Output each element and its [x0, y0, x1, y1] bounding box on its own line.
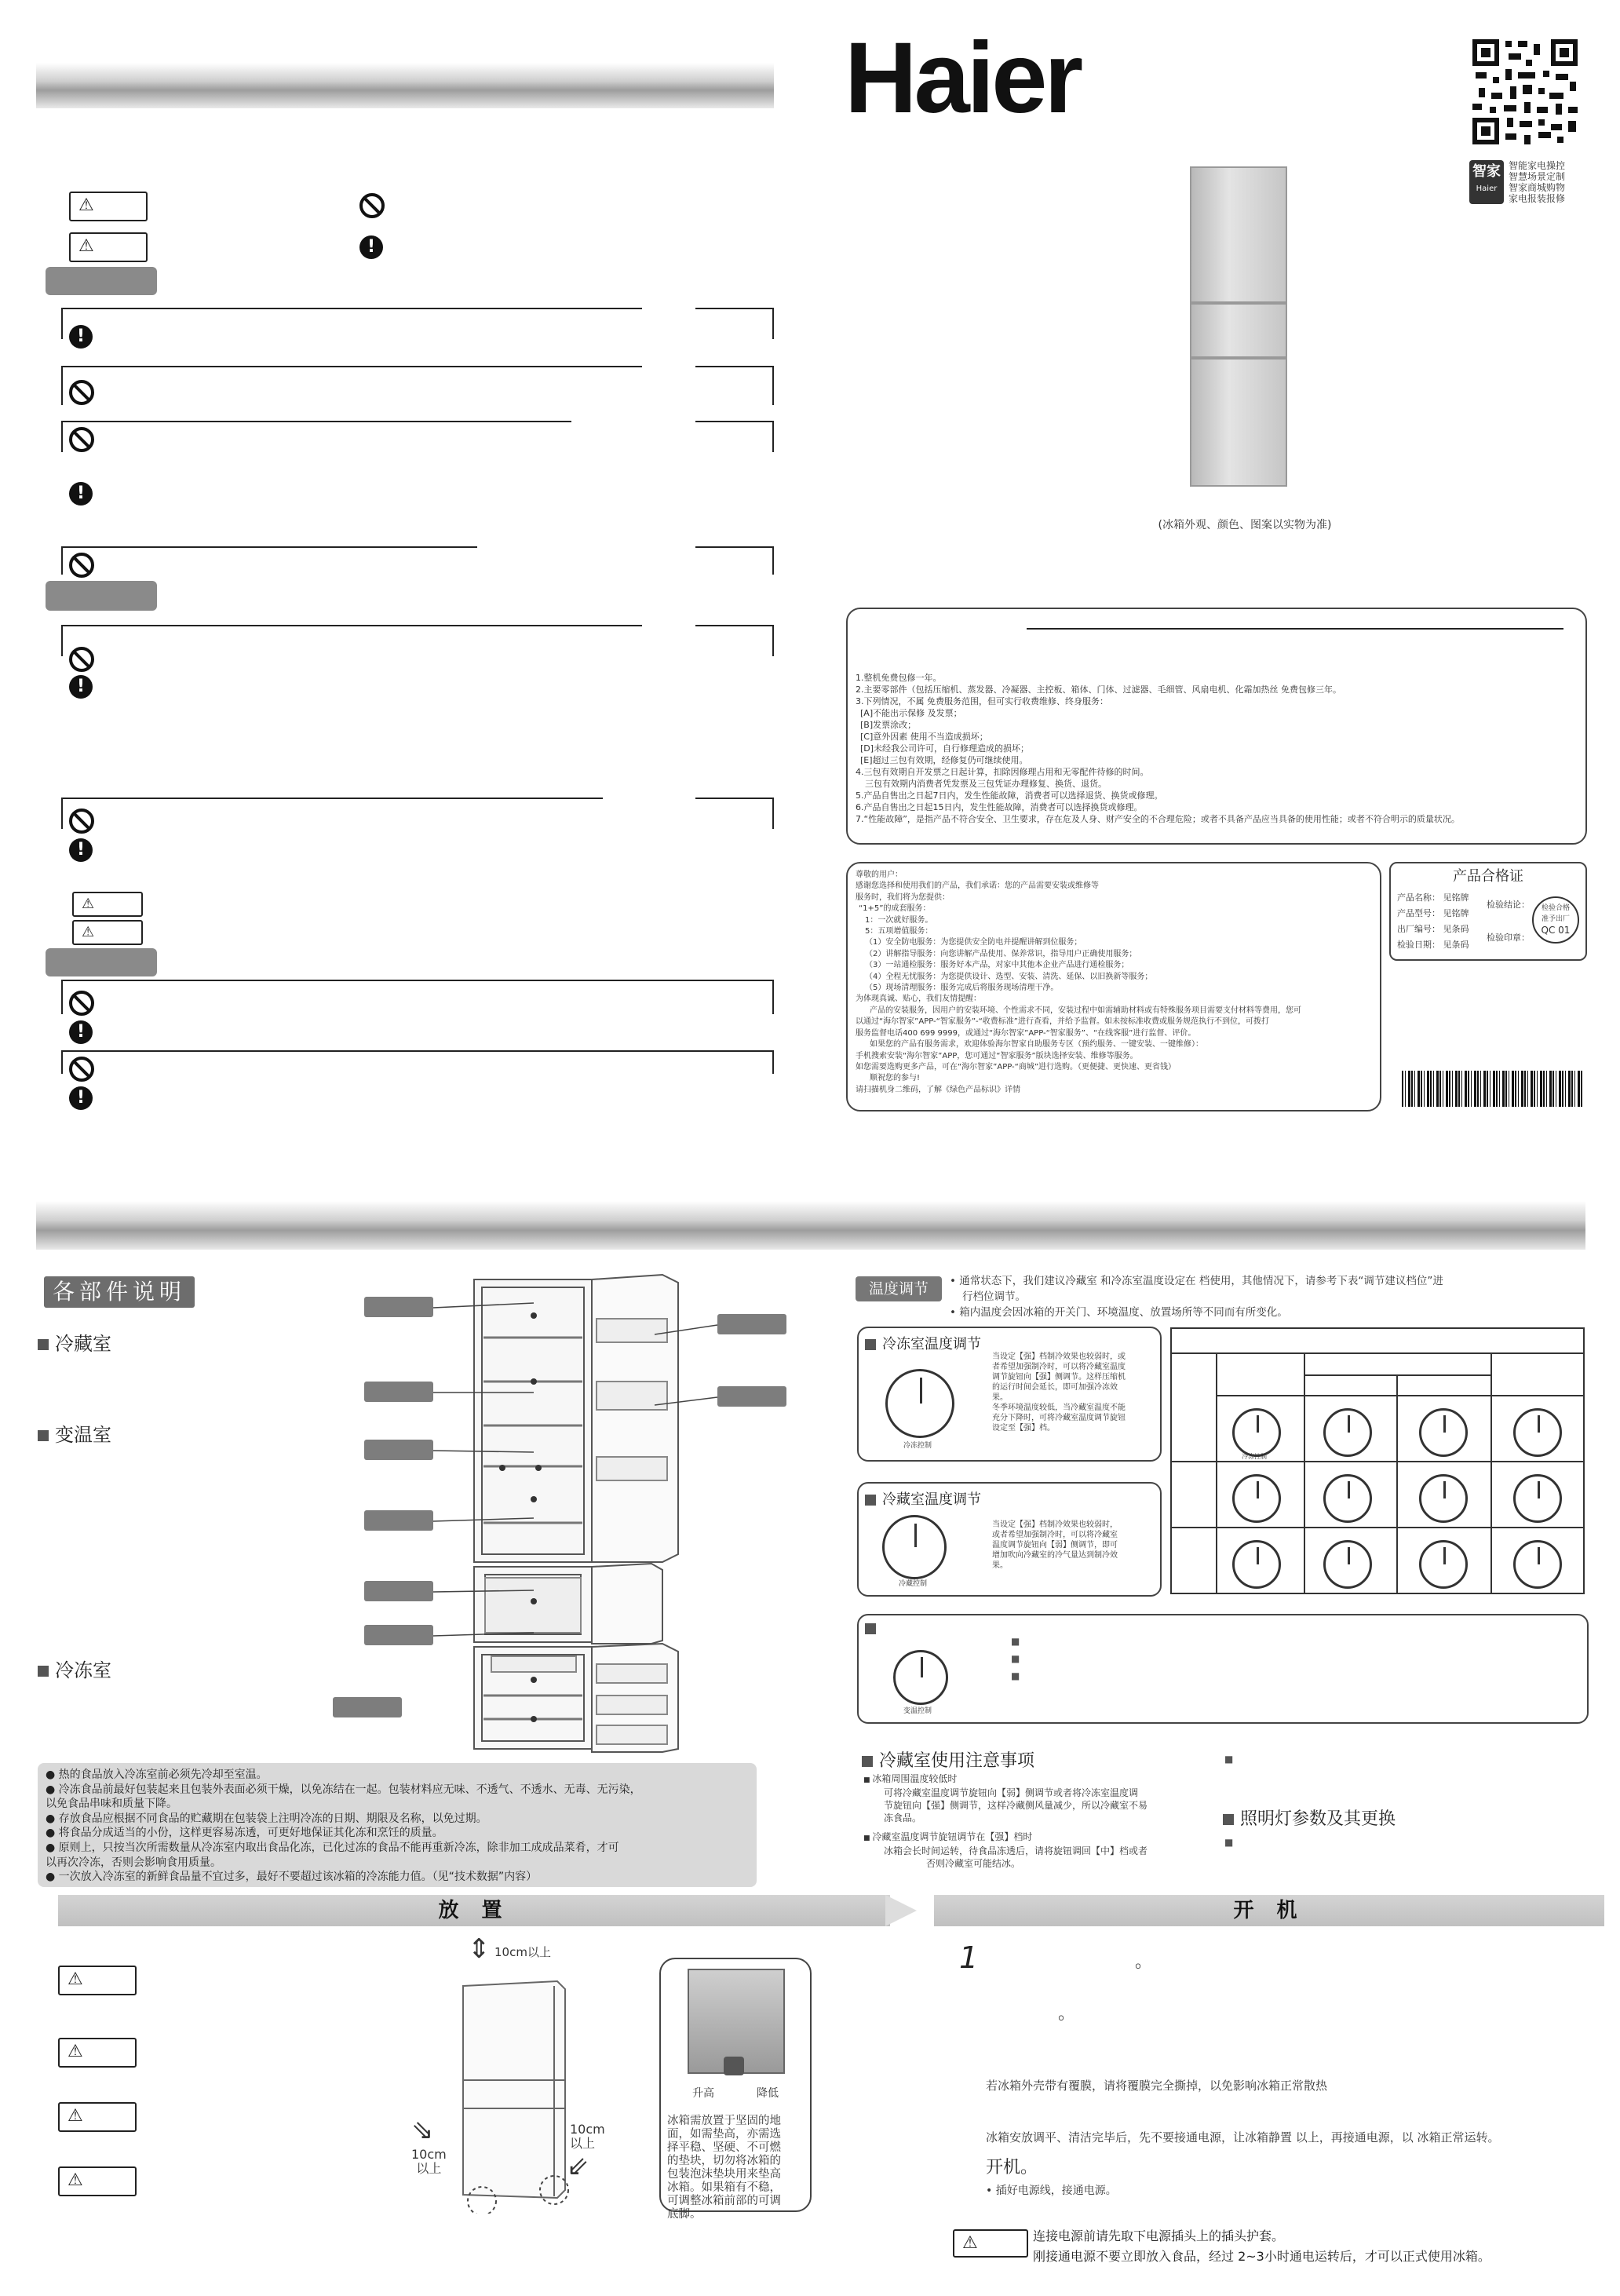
callout-label — [364, 1297, 433, 1317]
fridge-dial[interactable] — [882, 1515, 947, 1579]
parts-fridge-label: 冷藏室 — [55, 1333, 111, 1355]
leveling-text — [667, 2115, 781, 2221]
left-gap-label — [411, 2148, 447, 2176]
freezer-text-line: 当设定【强】档制冷效果也较弱时，或 — [992, 1352, 1126, 1361]
section-tab-3 — [46, 948, 157, 976]
grid-dial — [1232, 1408, 1281, 1457]
brand-logo: Haier — [845, 22, 1081, 134]
grid-dial — [1419, 1474, 1468, 1523]
callout-label — [364, 1510, 433, 1531]
rule — [61, 980, 772, 981]
top-gap-label: 10cm以上 — [494, 1945, 551, 1959]
seal-line: 检验合格 — [1541, 904, 1570, 912]
parts-freezer — [38, 1655, 111, 1682]
mandatory-icon: ! — [69, 838, 93, 862]
callout-label — [333, 1697, 402, 1717]
service-line: “1+5”的成套服务： — [859, 904, 931, 914]
fridge-dial-label: 冷藏控制 — [898, 1580, 927, 1588]
service-line: 服务监督电话400 699 9999，或通过“海尔智家”APP-“智家服务”、“在线客服”进行监督、评价。 — [856, 1028, 1196, 1038]
rule — [772, 546, 774, 575]
fridge-note: 节旋钮向【强】侧调节，这样冷藏侧风量减少，所以冷藏室不易 — [884, 1800, 1148, 1811]
warranty-box — [846, 608, 1587, 845]
fridge-note: 冻食品。 — [884, 1812, 922, 1823]
service-line: （5）现场清理服务：服务完成后将服务现场清理干净。 — [865, 984, 1059, 993]
leveling-line: 底脚。 — [667, 2208, 702, 2221]
leveling-line: 面，如需垫高，亦需选 — [667, 2128, 781, 2141]
parts-variable — [38, 1419, 111, 1447]
rule — [61, 1050, 63, 1074]
leveling-line: 冰箱。如果箱有不稳， — [667, 2181, 781, 2194]
leveling-box — [659, 1958, 812, 2221]
rule — [695, 625, 774, 626]
leader-lines — [424, 1287, 785, 1727]
fridge-temp-title: 冷藏室温度调节 — [865, 1488, 981, 1509]
placement-warning-4: ⚠ — [58, 2166, 137, 2196]
fridge-note: 否则冷藏室可能结冰。 — [926, 1858, 1021, 1869]
raise-label: 升高 — [692, 2087, 714, 2100]
grid-dial-label: 冷冻控制 — [1242, 1453, 1267, 1460]
freezer-text-line: 的运行时间会延长，即可加强冷冻效 — [992, 1383, 1118, 1392]
fridge-mid-door — [1190, 303, 1287, 358]
callout-label — [364, 1581, 433, 1601]
mandatory-icon: ! — [69, 1086, 93, 1110]
variable-temp-panel — [857, 1614, 1589, 1724]
fridge-top-door — [1190, 166, 1287, 303]
rest-note: 冰箱安放调平、清洁完毕后，先不要接通电源，让冰箱静置 以上，再接通电源，以 冰箱正常运转。 — [986, 2130, 1500, 2145]
prohibit-icon — [69, 647, 94, 672]
service-box — [846, 862, 1381, 1111]
step-dot-1: 。 — [1135, 1952, 1153, 1972]
service-line: 如果您的产品有服务需求，欢迎体验海尔智家自助服务专区（预约服务、一键安装、一键维修）： — [870, 1040, 1203, 1049]
fridge-text-line: 果。 — [992, 1561, 1008, 1570]
rule — [772, 980, 774, 1014]
section-tab-2 — [46, 581, 157, 611]
rule — [772, 798, 774, 829]
freezer-text-line: 果。 — [992, 1393, 1008, 1402]
warranty-line: 2.主要零部件（包括压缩机、蒸发器、冷凝器、主控板、箱体、门体、过滤器、毛细管、风扇电机、化霜加热丝 免费包修三年。 — [856, 684, 1341, 695]
header-bar-left — [36, 63, 774, 108]
warning-legend-3: ⚠ — [72, 892, 143, 917]
fridge-note: 冰箱会长时间运转，待食品冻透后，请将旋钮调回【中】档或者 — [884, 1845, 1148, 1856]
rule — [772, 366, 774, 405]
rule — [695, 308, 774, 309]
mandatory-icon: ! — [69, 325, 93, 349]
startup-warning-icon: ⚠ — [953, 2229, 1028, 2258]
grid-dial — [1323, 1408, 1372, 1457]
prohibit-icon — [69, 991, 94, 1016]
rule — [772, 1050, 774, 1074]
arrow-right-icon — [885, 1895, 917, 1926]
prohibit-icon — [69, 380, 94, 405]
fridge-notes-title: 冷藏室使用注意事项 — [862, 1747, 1034, 1772]
parts-title: 各部件说明 — [44, 1276, 195, 1308]
qr-caption — [1509, 160, 1565, 204]
barcode — [1402, 1071, 1584, 1107]
product-caption: (冰箱外观、颜色、图案以实物为准) — [1158, 519, 1332, 531]
fridge-bottom-door — [1190, 358, 1287, 487]
warranty-line: 5.产品自售出之日起7日内，发生性能故障，消费者可以选择退货、换货或修理。 — [856, 790, 1163, 801]
step-number: 1 — [959, 1940, 979, 1975]
freezer-text-line: 设定至【强】档。 — [992, 1424, 1055, 1433]
fridge-temp-panel — [857, 1482, 1162, 1597]
left-gap-arrow-icon: ⇘ — [411, 2115, 434, 2146]
left-gap-value: 10cm — [411, 2147, 447, 2162]
mandatory-icon: ! — [359, 235, 383, 259]
rule — [61, 546, 63, 575]
rule — [61, 1050, 772, 1052]
certificate-row: 出厂编号： 见条码 — [1397, 924, 1469, 934]
freeze-tip: 以再次冷冻，否则会影响食用质量。 — [46, 1856, 221, 1869]
product-image — [1190, 166, 1287, 488]
freezer-dial-label: 冷冻控制 — [903, 1442, 932, 1450]
rule — [61, 546, 477, 548]
warranty-line: [A]不能出示保修 及发票； — [860, 708, 962, 718]
service-line: （3）一站通检服务：服务好本产品，对家中其他本企业产品进行通检服务； — [865, 961, 1129, 970]
freezer-text-line: 充分下降时，可将冷藏室温度调节旋钮 — [992, 1414, 1126, 1422]
warranty-title-rule — [1027, 628, 1563, 630]
freezer-temp-text — [992, 1352, 1126, 1433]
service-line: 顺祝您的参与! — [870, 1074, 921, 1083]
service-line: 产品的安装服务，因用户的安装环境、个性需求不同，安装过程中如需辅助材料或有特殊服务项目需要支付材料等费用，您可 — [870, 1006, 1301, 1015]
inspect-seal: 检验印章： — [1487, 933, 1530, 943]
prohibit-icon — [69, 553, 94, 578]
rule — [695, 421, 774, 422]
qr-caption-line: 智能家电操控 — [1509, 160, 1566, 171]
grid-dial — [1419, 1540, 1468, 1589]
leveling-foot-icon — [724, 2057, 744, 2075]
qr-caption-line: 智慧场景定制 — [1509, 171, 1566, 182]
parts-freezer-label: 冷冻室 — [55, 1659, 111, 1681]
certificate-title: 产品合格证 — [1453, 868, 1523, 885]
service-line: （2）讲解指导服务：向您讲解产品使用、保养常识，指导用户正确使用服务； — [865, 949, 1137, 958]
leveling-line: 包装泡沫垫块用来垫高 — [667, 2168, 781, 2181]
qr-code — [1469, 36, 1581, 148]
placement-warning-3: ⚠ — [58, 2102, 137, 2132]
rule — [61, 980, 63, 1014]
fridge-text-line: 或者希望加强制冷时，可以将冷藏室 — [992, 1531, 1118, 1539]
prohibit-icon — [69, 427, 94, 452]
freezer-dial[interactable] — [885, 1369, 954, 1438]
rule — [61, 366, 63, 405]
prohibit-icon — [69, 809, 94, 834]
startup-warning-1: 连接电源前请先取下电源插头上的插头护套。 — [1033, 2228, 1285, 2243]
fridge-note: 可将冷藏室温度调节旋钮向【弱】侧调节或者将冷冻室温度调 — [884, 1787, 1139, 1798]
callout-label — [364, 1382, 433, 1402]
freeze-tip: ● 存放食品应根据不同食品的贮藏期在包装袋上注明冷冻的日期、期限及名称，以免过期。 — [46, 1812, 487, 1825]
grid-dial — [1513, 1408, 1562, 1457]
service-line: 感谢您选择和使用我们的产品，我们承诺：您的产品需要安装或维修等 — [856, 882, 1099, 891]
fridge-notes-bullet: ■ — [1224, 1754, 1234, 1765]
freezer-temp-title: 冷冻室温度调节 — [865, 1333, 981, 1353]
right-gap-arrow-icon: ⇙ — [567, 2151, 589, 2182]
placement-title: 放 置 — [438, 1899, 510, 1922]
lamp-title: 照明灯参数及其更换 — [1223, 1805, 1396, 1830]
placement-warning-1: ⚠ — [58, 1966, 137, 1995]
warranty-line: 1.整机免费包修一年。 — [856, 673, 942, 683]
variable-dial[interactable] — [893, 1650, 948, 1705]
startup-warning-2: 刚接通电源不要立即放入食品，经过 2~3小时通电运转后，才可以正式使用冰箱。 — [1033, 2249, 1490, 2264]
rule — [772, 421, 774, 452]
grid-dial — [1232, 1540, 1281, 1589]
fridge-note: 冷藏室温度调节旋钮调节在【强】档时 — [872, 1831, 1033, 1842]
fridge-temp-text — [992, 1520, 1118, 1571]
right-gap-value: 10cm — [570, 2122, 605, 2137]
variable-temp-title — [865, 1620, 882, 1635]
service-line: （1）安全防电服务：为您提供安全防电并提醒讲解到位服务； — [865, 938, 1082, 947]
rule — [61, 366, 642, 367]
section-tab-1 — [46, 267, 157, 295]
freezer-text-line: 者希望加强制冷时，可以将冷藏室温度 — [992, 1363, 1126, 1371]
certificate-row: 产品名称： 见铭牌 — [1397, 892, 1469, 903]
rule — [772, 625, 774, 656]
qr-caption-line: 智家商城购物 — [1509, 182, 1566, 193]
grid-dial — [1232, 1474, 1281, 1523]
warranty-line: [D]未经我公司许可，自行修理造成的损坏； — [860, 743, 1030, 754]
grid-dial — [1323, 1540, 1372, 1589]
service-line: （4）全程无忧服务：为您提供设计、选型、安装、清洗、延保、以旧换新等服务； — [865, 972, 1153, 981]
certificate-row: 产品型号： 见铭牌 — [1397, 908, 1469, 918]
freezer-text-line: 调节旋钮向【强】侧调节。这样压缩机 — [992, 1373, 1126, 1382]
qc-seal — [1532, 896, 1579, 944]
qr-badge-top: 智家 — [1472, 163, 1501, 180]
seal-line: 准予出厂 — [1541, 915, 1570, 923]
freeze-tip: ● 一次放入冷冻室的新鲜食品量不宜过多，最好不要超过该冰箱的冷冻能力值。（见“技术数据”内容） — [46, 1871, 538, 1884]
grid-dial — [1323, 1474, 1372, 1523]
prohibit-icon — [69, 1057, 94, 1082]
rule — [61, 421, 63, 452]
service-line: 服务时，我们将为您提供： — [856, 892, 950, 902]
settings-table — [1169, 1327, 1585, 1595]
certificate-box — [1389, 862, 1587, 961]
left-gap-unit: 以上 — [416, 2161, 442, 2176]
seal-line: QC 01 — [1541, 925, 1571, 936]
service-line: 如您需要选购更多产品，可在“海尔智家”APP-“商城”进行选购。（更便捷、更快速、更省钱） — [856, 1062, 1177, 1071]
fridge-text-line: 温度调节旋钮向【弱】侧调节，即可 — [992, 1541, 1118, 1550]
temp-tab: 温度调节 — [856, 1276, 942, 1301]
right-gap-label — [570, 2123, 605, 2151]
temp-note-1b: 行档位调节。 — [962, 1290, 1026, 1303]
service-line: 尊敬的用户： — [856, 871, 903, 879]
variable-dial-label: 变温控制 — [903, 1707, 932, 1715]
placement-fridge — [447, 1978, 573, 2214]
rule — [695, 366, 774, 367]
mandatory-icon: ! — [69, 1020, 93, 1044]
rule — [61, 798, 603, 799]
callout-label — [364, 1625, 433, 1645]
placement-warning-2: ⚠ — [58, 2038, 137, 2068]
top-gap-arrow-icon: ⇕ — [468, 1933, 491, 1965]
freeze-tip: ● 热的食品放入冷冻室前必须先冷却至室温。 — [46, 1769, 268, 1781]
rule — [695, 546, 774, 548]
service-line: 5：五项增值服务： — [865, 927, 933, 936]
lamp-bullet: ■ — [1224, 1837, 1234, 1848]
power-on: 开机。 — [986, 2158, 1038, 2177]
header-bar-middle — [36, 1201, 1585, 1250]
service-line: 为体现真诚、贴心，我们友情提醒： — [856, 995, 981, 1004]
service-line: 以通过“海尔智家”APP-“智家服务”-“收费标准”进行查看，并给予监督。如未按标准收费或服务规范执行不到位，可拨打 — [856, 1017, 1269, 1027]
startup-bar — [934, 1895, 1604, 1926]
freeze-tip: ● 冷冻食品前最好包装起来且包装外表面必须干燥，以免冻结在一起。包装材料应无味、不透气、不透水、无毒、无污染， — [46, 1783, 641, 1796]
qr-caption-line: 家电报装报修 — [1509, 193, 1566, 204]
startup-title: 开 机 — [1233, 1899, 1305, 1922]
leveling-line: 择平稳、坚硬、不可燃 — [667, 2141, 781, 2154]
rule — [61, 308, 63, 339]
rule — [61, 308, 642, 309]
right-gap-unit: 以上 — [570, 2136, 596, 2151]
grid-dial — [1513, 1540, 1562, 1589]
service-line: 请扫描机身二维码，了解《绿色产品标识》详情 — [856, 1085, 1020, 1094]
plug-note: • 插好电源线，接通电源。 — [986, 2185, 1117, 2197]
rule — [61, 625, 63, 656]
freeze-tips-box — [38, 1763, 757, 1887]
rule — [61, 798, 63, 829]
callout-label — [364, 1440, 433, 1460]
fridge-text-line: 当设定【强】档制冷效果也较弱时， — [992, 1520, 1118, 1529]
step-dot-2: 。 — [1058, 2004, 1076, 2024]
warning-legend-1: ⚠ — [69, 192, 148, 221]
grid-dial — [1513, 1474, 1562, 1523]
service-line: 手机搜索安装“海尔智家”APP，您可通过“智家服务”版块选择安装、维修等服务。 — [856, 1051, 1138, 1060]
warranty-line: 3.下列情况，不属 免费服务范围，但可实行收费维修、终身服务： — [856, 696, 1108, 706]
qr-badge-bottom: Haier — [1476, 184, 1498, 193]
fridge-note: 冰箱周围温度较低时 — [872, 1773, 958, 1784]
freezer-temp-panel — [857, 1327, 1162, 1462]
grid-dial — [1419, 1408, 1468, 1457]
mandatory-icon: ! — [69, 482, 93, 506]
warning-legend-2: ⚠ — [69, 232, 148, 262]
leveling-line: 的垫块，切勿将冰箱的 — [667, 2155, 781, 2167]
variable-bullets: ■ ■ ■ — [1011, 1636, 1020, 1681]
freeze-tip: 以免食品串味和质量下降。 — [46, 1798, 177, 1811]
placement-bar — [58, 1895, 890, 1926]
inspect-conclusion: 检验结论： — [1487, 900, 1530, 910]
temp-note-2: • 箱内温度会因冰箱的开关门、环境温度、放置场所等不同而有所变化。 — [950, 1306, 1288, 1319]
service-text — [856, 870, 1377, 1096]
warranty-line: [E]超过三包有效期，经修复仍可继续使用。 — [860, 755, 1028, 765]
freeze-tip: ● 原则上，只按当次所需数量从冷冻室内取出食品化冻，已化过冻的食品不能再重新冷冻，除非加工成成品菜肴，才可 — [46, 1841, 619, 1854]
prohibit-icon — [359, 193, 385, 218]
warranty-text — [856, 672, 1578, 825]
warranty-line: [C]意外因素 使用不当造成损坏； — [860, 732, 988, 742]
warranty-line: 7.“性能故障”，是指产品不符合安全、卫生要求，存在危及人身、财产安全的不合理危险；或者不具备产品应当具备的使用性能；或者不符合明示的质量状况。 — [856, 814, 1460, 824]
certificate-row: 检验日期： 见条码 — [1397, 940, 1469, 950]
fridge-text-line: 增加吹向冷藏室的冷气量达到制冷效 — [992, 1551, 1118, 1560]
rule — [772, 308, 774, 339]
warranty-line: 三包有效期内消费者凭发票及三包凭证办理修复、换货、退货。 — [865, 779, 1107, 789]
warranty-line: 4.三包有效期自开发票之日起计算，扣除因修理占用和无零配件待修的时间。 — [856, 767, 1149, 777]
lower-label: 降低 — [757, 2087, 779, 2100]
film-note: 若冰箱外壳带有覆膜，请将覆膜完全撕掉，以免影响冰箱正常散热 — [986, 2079, 1328, 2093]
mandatory-icon: ! — [69, 675, 93, 699]
certificate-rows — [1397, 890, 1469, 953]
leveling-line: 冰箱需放置于坚固的地 — [667, 2115, 781, 2127]
qr-badge — [1469, 160, 1504, 204]
warranty-line: [B]发票涂改； — [860, 720, 917, 730]
warranty-line: 6.产品自售出之日起15日内，发生性能故障，消费者可以选择换货或修理。 — [856, 802, 1143, 812]
warning-legend-4: ⚠ — [72, 920, 143, 945]
rule — [695, 798, 774, 799]
temp-note-1: • 通常状态下，我们建议冷藏室 和冷冻室温度设定在 档使用，其他情况下，请参考下表“调节建议档位”进 — [950, 1275, 1443, 1287]
service-line: 1：一次就好服务。 — [865, 915, 933, 925]
freeze-tips — [46, 1768, 641, 1885]
freeze-tip: ● 将食品分成适当的小份，这样更容易冻透，可更好地保证其化冻和烹饪的质量。 — [46, 1827, 443, 1840]
fridge-notes-text: ■ 冰箱周围温度较低时 可将冷藏室温度调节旋钮向【弱】侧调节或者将冷冻室温度调 节旋钮向【强】侧调节，这样冷藏侧风量减少，所以冷藏室不易 冻食品。 ■ 冷藏室温度调节旋钮调节在【强】档时 冰箱会长时间运转，待食品冻透后，请将旋钮调回【中】档或者 否则冷藏室可能结冰。 — [863, 1773, 1148, 1869]
parts-variable-label: 变温室 — [55, 1424, 111, 1446]
rule — [61, 421, 571, 422]
parts-fridge — [38, 1328, 111, 1356]
leveling-line: 可调整冰箱前部的可调 — [667, 2195, 781, 2207]
freezer-text-line: 冬季环境温度较低，当冷藏室温度不能 — [992, 1404, 1126, 1412]
rule — [61, 625, 642, 626]
